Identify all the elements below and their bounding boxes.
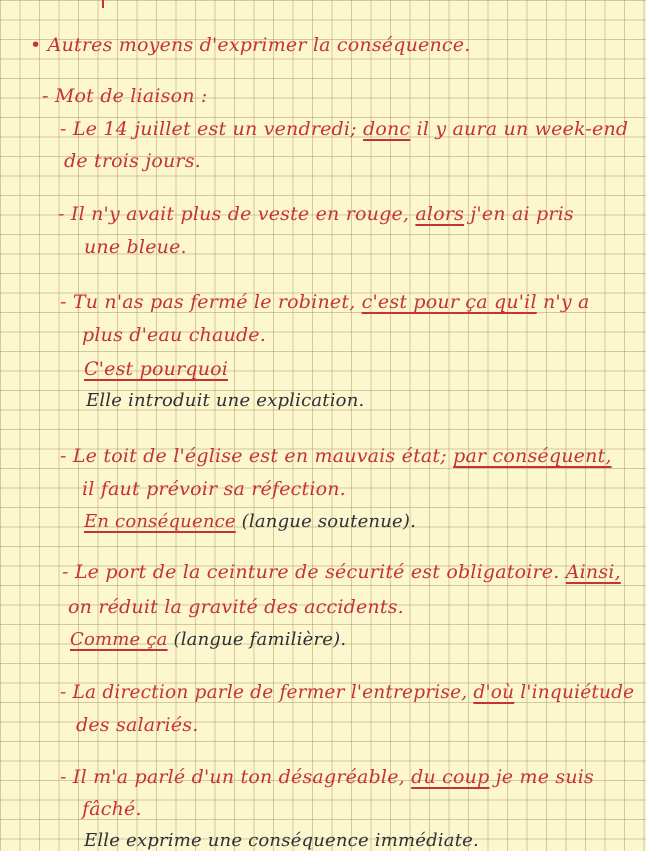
example-3-line-2: plus d'eau chaude. [82,324,266,346]
example-5-line-1 [62,563,621,582]
example-7-text-after: je me suis [489,766,594,788]
example-1-text-after: il y aura un week-end [410,118,629,140]
example-6-text-before: - La direction parle de fermer l'entreprise, [60,682,474,703]
example-5-register: (langue familière). [167,629,347,650]
example-3-connector: c'est pour ça qu'il [361,291,537,313]
example-7-text-before: - Il m'a parlé d'un ton désagréable, [60,766,412,788]
example-4-text-before: - Le toit de l'église est en mauvais état; [60,445,454,467]
example-6-connector: d'où [473,682,515,703]
title-text: Autres moyens d'exprimer la conséquence. [47,34,471,56]
example-2-text-before: - Il n'y avait plus de veste en rouge, [58,203,416,225]
section-subtitle: - Mot de liaison : [42,85,208,107]
example-3-expression: C'est pourquoi [84,358,229,380]
example-4-connector: par conséquent, [453,445,612,467]
example-6-text-after: l'inquiétude [514,682,635,703]
example-1-connector: donc [363,118,411,140]
example-4-expression: En conséquence [84,511,236,532]
example-7-line-2: fâché. [82,798,142,820]
example-1-text-before: - Le 14 juillet est un vendredi; [60,118,364,140]
margin-stroke [102,0,104,8]
example-5-expression: Comme ça [70,629,168,650]
bullet-icon: • [30,34,42,56]
example-4-expression-line [84,513,416,531]
example-5-connector: Ainsi, [565,561,621,583]
example-7-note: Elle exprime une conséquence immédiate. [84,830,479,851]
example-4-line-1 [60,447,612,466]
example-2-line-2: une bleue. [84,236,187,258]
example-4-register: (langue soutenue). [235,511,416,532]
example-2-connector: alors [415,203,465,225]
example-1-line-2: de trois jours. [64,150,201,172]
example-7-line-1 [60,768,594,787]
page-title [30,36,470,55]
example-5-text-before: - Le port de la ceinture de sécurité est obligatoire. [62,561,566,583]
example-2-line-1 [58,205,574,224]
example-5-line-2: on réduit la gravité des accidents. [68,596,404,618]
example-1-line-1 [60,120,628,139]
example-4-line-2: il faut prévoir sa réfection. [82,478,346,500]
example-3-line-1 [60,293,590,312]
example-6-line-2: des salariés. [76,714,199,736]
example-3-text-after: n'y a [536,291,590,313]
example-3-note: Elle introduit une explication. [86,390,365,411]
example-5-expression-line [70,631,346,649]
example-3-text-before: - Tu n'as pas fermé le robinet, [60,291,362,313]
example-7-connector: du coup [411,766,490,788]
example-6-line-1 [60,684,634,703]
example-2-text-after: j'en ai pris [464,203,574,225]
